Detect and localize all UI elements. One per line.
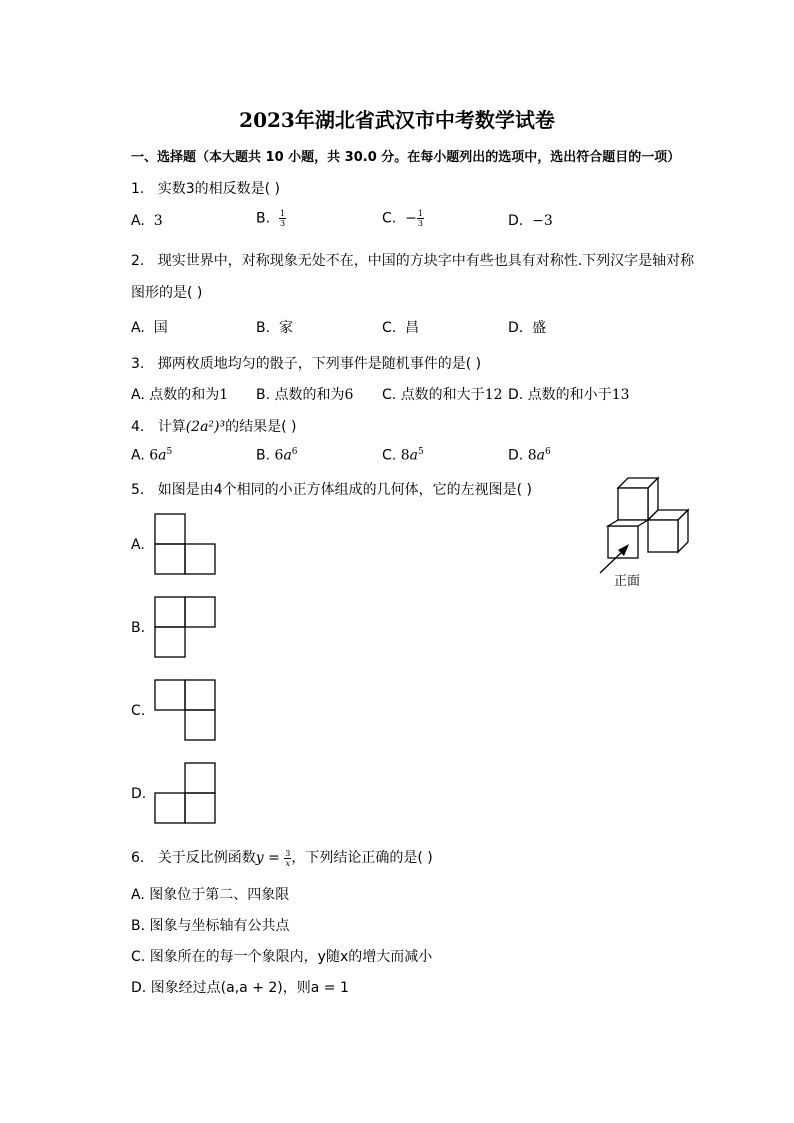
question-5-option-a-label[interactable]: A. [131, 537, 145, 553]
question-5-option-c-label[interactable]: C. [131, 703, 146, 719]
question-2-stem-line2: 图形的是( ) [131, 285, 203, 301]
math-expression: (2a²)³ [185, 419, 226, 435]
question-6-number: 6. [131, 850, 145, 866]
question-3-option-a[interactable]: A. 点数的和为1 [131, 387, 229, 403]
question-4-option-c[interactable]: C. $8a^5$ [382, 447, 424, 464]
paper-title: 2023年湖北省武汉市中考数学试卷 [239, 108, 555, 132]
cube-solid-figure [596, 478, 696, 588]
question-2-option-d[interactable]: D. 盛 [508, 320, 547, 336]
question-3-option-c[interactable]: C. 点数的和大于12 [382, 387, 503, 403]
question-2-option-a[interactable]: A. 国 [131, 320, 168, 336]
question-4-stem: 4. 计算(2a²)³的结果是( ) [131, 419, 297, 435]
figure-label-front: 正面 [614, 574, 641, 589]
question-2-option-c[interactable]: C. 昌 [382, 320, 420, 336]
question-4-option-d[interactable]: D. $8a^6$ [508, 447, 551, 464]
question-1-option-b[interactable]: B. $\frac{1}{3}$ [256, 209, 286, 228]
question-5-option-b-label[interactable]: B. [131, 620, 146, 636]
question-1-text: 实数3的相反数是( ) [157, 181, 280, 197]
question-5-option-c-figure[interactable] [154, 679, 216, 741]
question-4-option-b[interactable]: B. $6a^6$ [256, 447, 298, 464]
question-5-option-a-figure[interactable] [154, 513, 216, 575]
question-6-stem: 6. 关于反比例函数y = $\frac{3}{x}$ ，下列结论正确的是( ) [131, 848, 433, 868]
question-6-option-c[interactable]: C. 图象所在的每一个象限内，y随x的增大而减小 [131, 949, 433, 965]
question-6-option-d[interactable]: D. 图象经过点(a,a + 2)，则a = 1 [131, 980, 349, 996]
question-1-number: 1. [131, 181, 145, 197]
question-1-option-c[interactable]: C. − $\frac{1}{3}$ [382, 209, 423, 228]
question-3-option-b[interactable]: B. 点数的和为6 [256, 387, 354, 403]
question-2-number: 2. [131, 253, 145, 269]
question-5-stem: 5. 如图是由4个相同的小正方体组成的几何体，它的左视图是( ) [131, 482, 532, 498]
fraction: $\frac{1}{3}$ [417, 209, 423, 228]
question-1-option-a[interactable]: A. 3 [131, 213, 163, 229]
question-5-option-b-figure[interactable] [154, 596, 216, 658]
question-6-option-a[interactable]: A. 图象位于第二、四象限 [131, 887, 290, 903]
question-4-option-a[interactable]: A. $6a^5$ [131, 447, 173, 464]
question-2-option-b[interactable]: B. 家 [256, 320, 293, 336]
question-5-option-d-figure[interactable] [154, 762, 216, 824]
question-4-number: 4. [131, 419, 145, 435]
question-3-stem: 3. 掷两枚质地均匀的骰子，下列事件是随机事件的是( ) [131, 356, 482, 372]
section-heading: 一、选择题（本大题共 10 小题，共 30.0 分。在每小题列出的选项中，选出符合题目的一项） [131, 150, 681, 165]
question-2-stem: 2. 现实世界中，对称现象无处不在，中国的方块字中有些也具有对称性.下列汉字是轴对称 [131, 253, 695, 269]
question-1-stem [131, 178, 280, 198]
question-6-option-b[interactable]: B. 图象与坐标轴有公共点 [131, 918, 290, 934]
question-5-option-d-label[interactable]: D. [131, 786, 147, 802]
question-3-number: 3. [131, 356, 145, 372]
fraction: $\frac{3}{x}$ [285, 848, 291, 868]
question-3-option-d[interactable]: D. 点数的和小于13 [508, 387, 630, 403]
question-1-option-d[interactable]: D. −3 [508, 213, 553, 229]
question-5-number: 5. [131, 482, 145, 498]
fraction: $\frac{1}{3}$ [279, 209, 286, 228]
